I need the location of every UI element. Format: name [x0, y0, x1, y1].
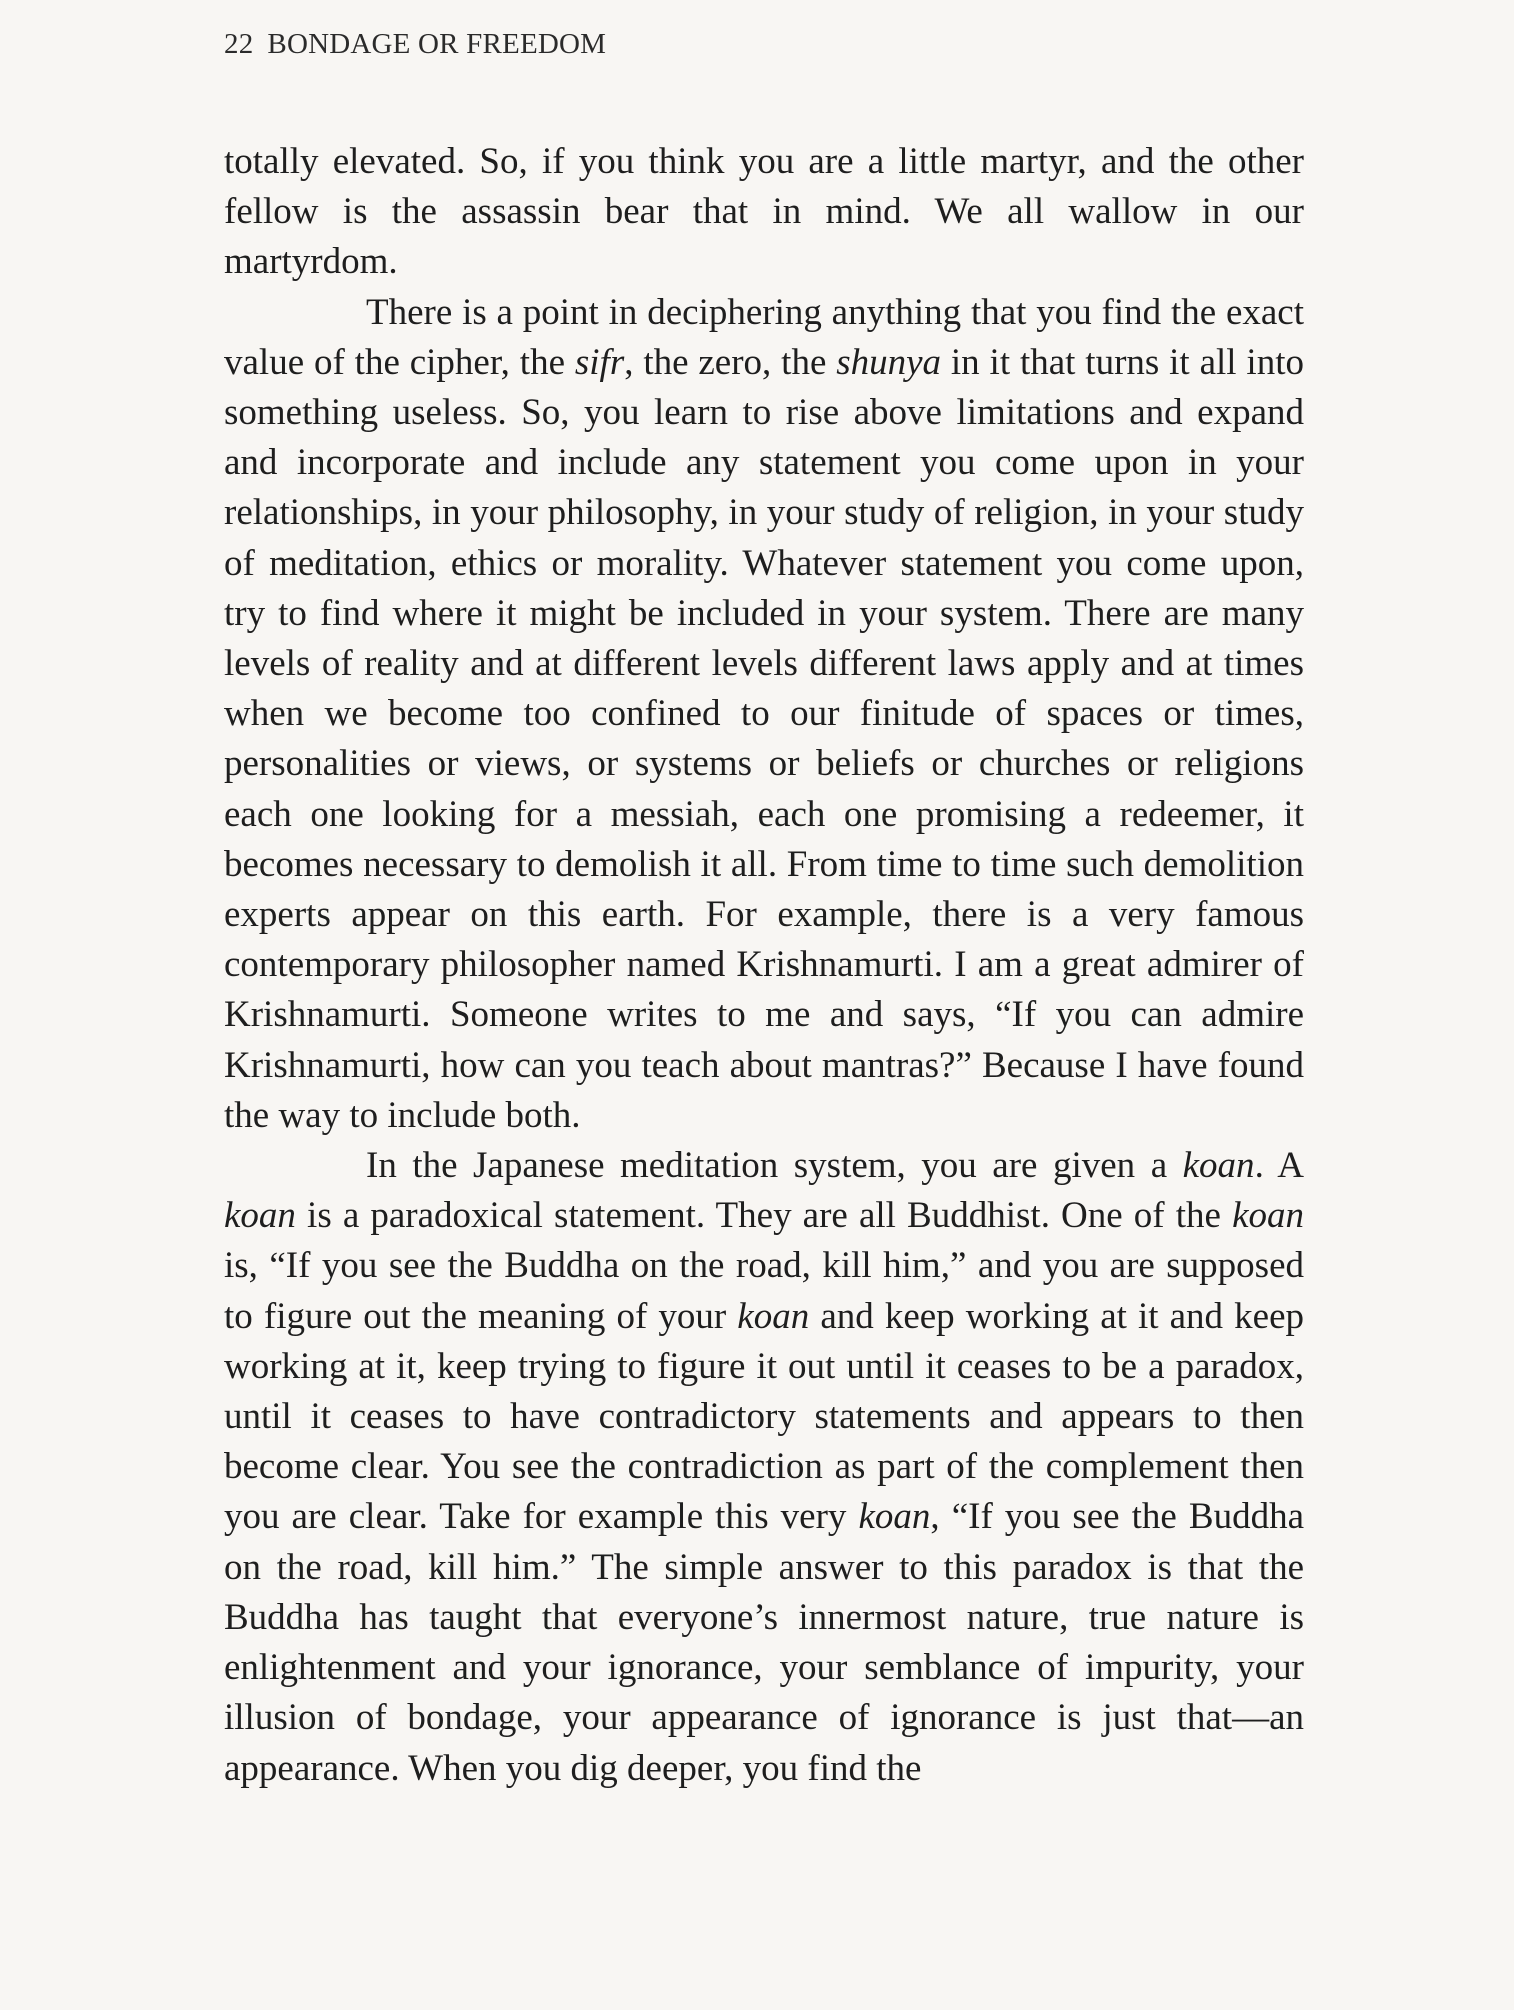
book-title: BONDAGE OR FREEDOM: [267, 28, 607, 60]
italic-term-koan: koan: [224, 1195, 296, 1237]
text-run: In the Japanese meditation system, you are given a: [366, 1145, 1183, 1187]
text-run: There is a point in deciphering anything that you find the exact value of the cipher, the: [224, 291, 1304, 383]
paragraph: [224, 1141, 1304, 1794]
text-run: , “If you see the Buddha on the road, kill him.” The simple answer to this paradox is that the Buddha has taught that everyone’s innermost nature, true nature is enlightenment and your ignorance, your semblance of impurity, your illusion of bondage, your appearance of ignorance is just that—an appearance. When you dig deeper, you find the: [224, 1496, 1304, 1789]
text-run: , the zero, the: [624, 341, 837, 383]
italic-term-koan: koan: [858, 1496, 931, 1538]
italic-term-sifr: sifr: [574, 341, 625, 383]
page-number: 22: [224, 28, 254, 60]
text-run: and keep working at it and keep working at it, keep trying to figure it out until it ceases to be a paradox, until it ceases to have contradictory statements and appears to then become clear. You see the contradiction as part of the complement then you are clear. Take for example this very: [224, 1295, 1304, 1538]
text-run: is, “If you see the Buddha on the road, kill him,” and you are supposed to figure out the meaning of your: [224, 1245, 1304, 1337]
running-head: [224, 28, 606, 61]
italic-term-koan: koan: [1182, 1145, 1255, 1187]
text-run: totally elevated. So, if you think you are a little martyr, and the other fellow is the assassin bear that in mind. We all wallow in our martyrdom.: [224, 141, 1304, 283]
text-run: is a paradoxical statement. They are all Buddhist. One of the: [295, 1195, 1233, 1237]
text-run: . A: [1254, 1145, 1304, 1187]
text-run: in it that turns it all into something useless. So, you learn to rise above limitations and expand and incorporate and include any statement you come upon in your relationships, in your philosophy, in your study of religion, in your study of meditation, ethics or morality. Whatever statement you come upon, try to find where it might be included in your system. There are many levels of reality and at different levels different laws apply and at times when we become too confined to our finitude of spaces or times, personalities or views, or systems or beliefs or churches or religions each one looking for a messiah, each one promising a redeemer, it becomes necessary to demolish it all. From time to time such demolition experts appear on this earth. For example, there is a very famous contemporary philosopher named Krishnamurti. I am a great admirer of Krishnamurti. Someone writes to me and says, “If you can admire Krishnamurti, how can you teach about mantras?” Because I have found the way to include both.: [224, 341, 1304, 1136]
italic-term-koan: koan: [1232, 1195, 1304, 1237]
italic-term-shunya: shunya: [836, 341, 942, 383]
paragraph: [224, 137, 1304, 288]
italic-term-koan: koan: [737, 1295, 810, 1337]
paragraph: [224, 288, 1304, 1141]
body-text: [224, 137, 1304, 1794]
